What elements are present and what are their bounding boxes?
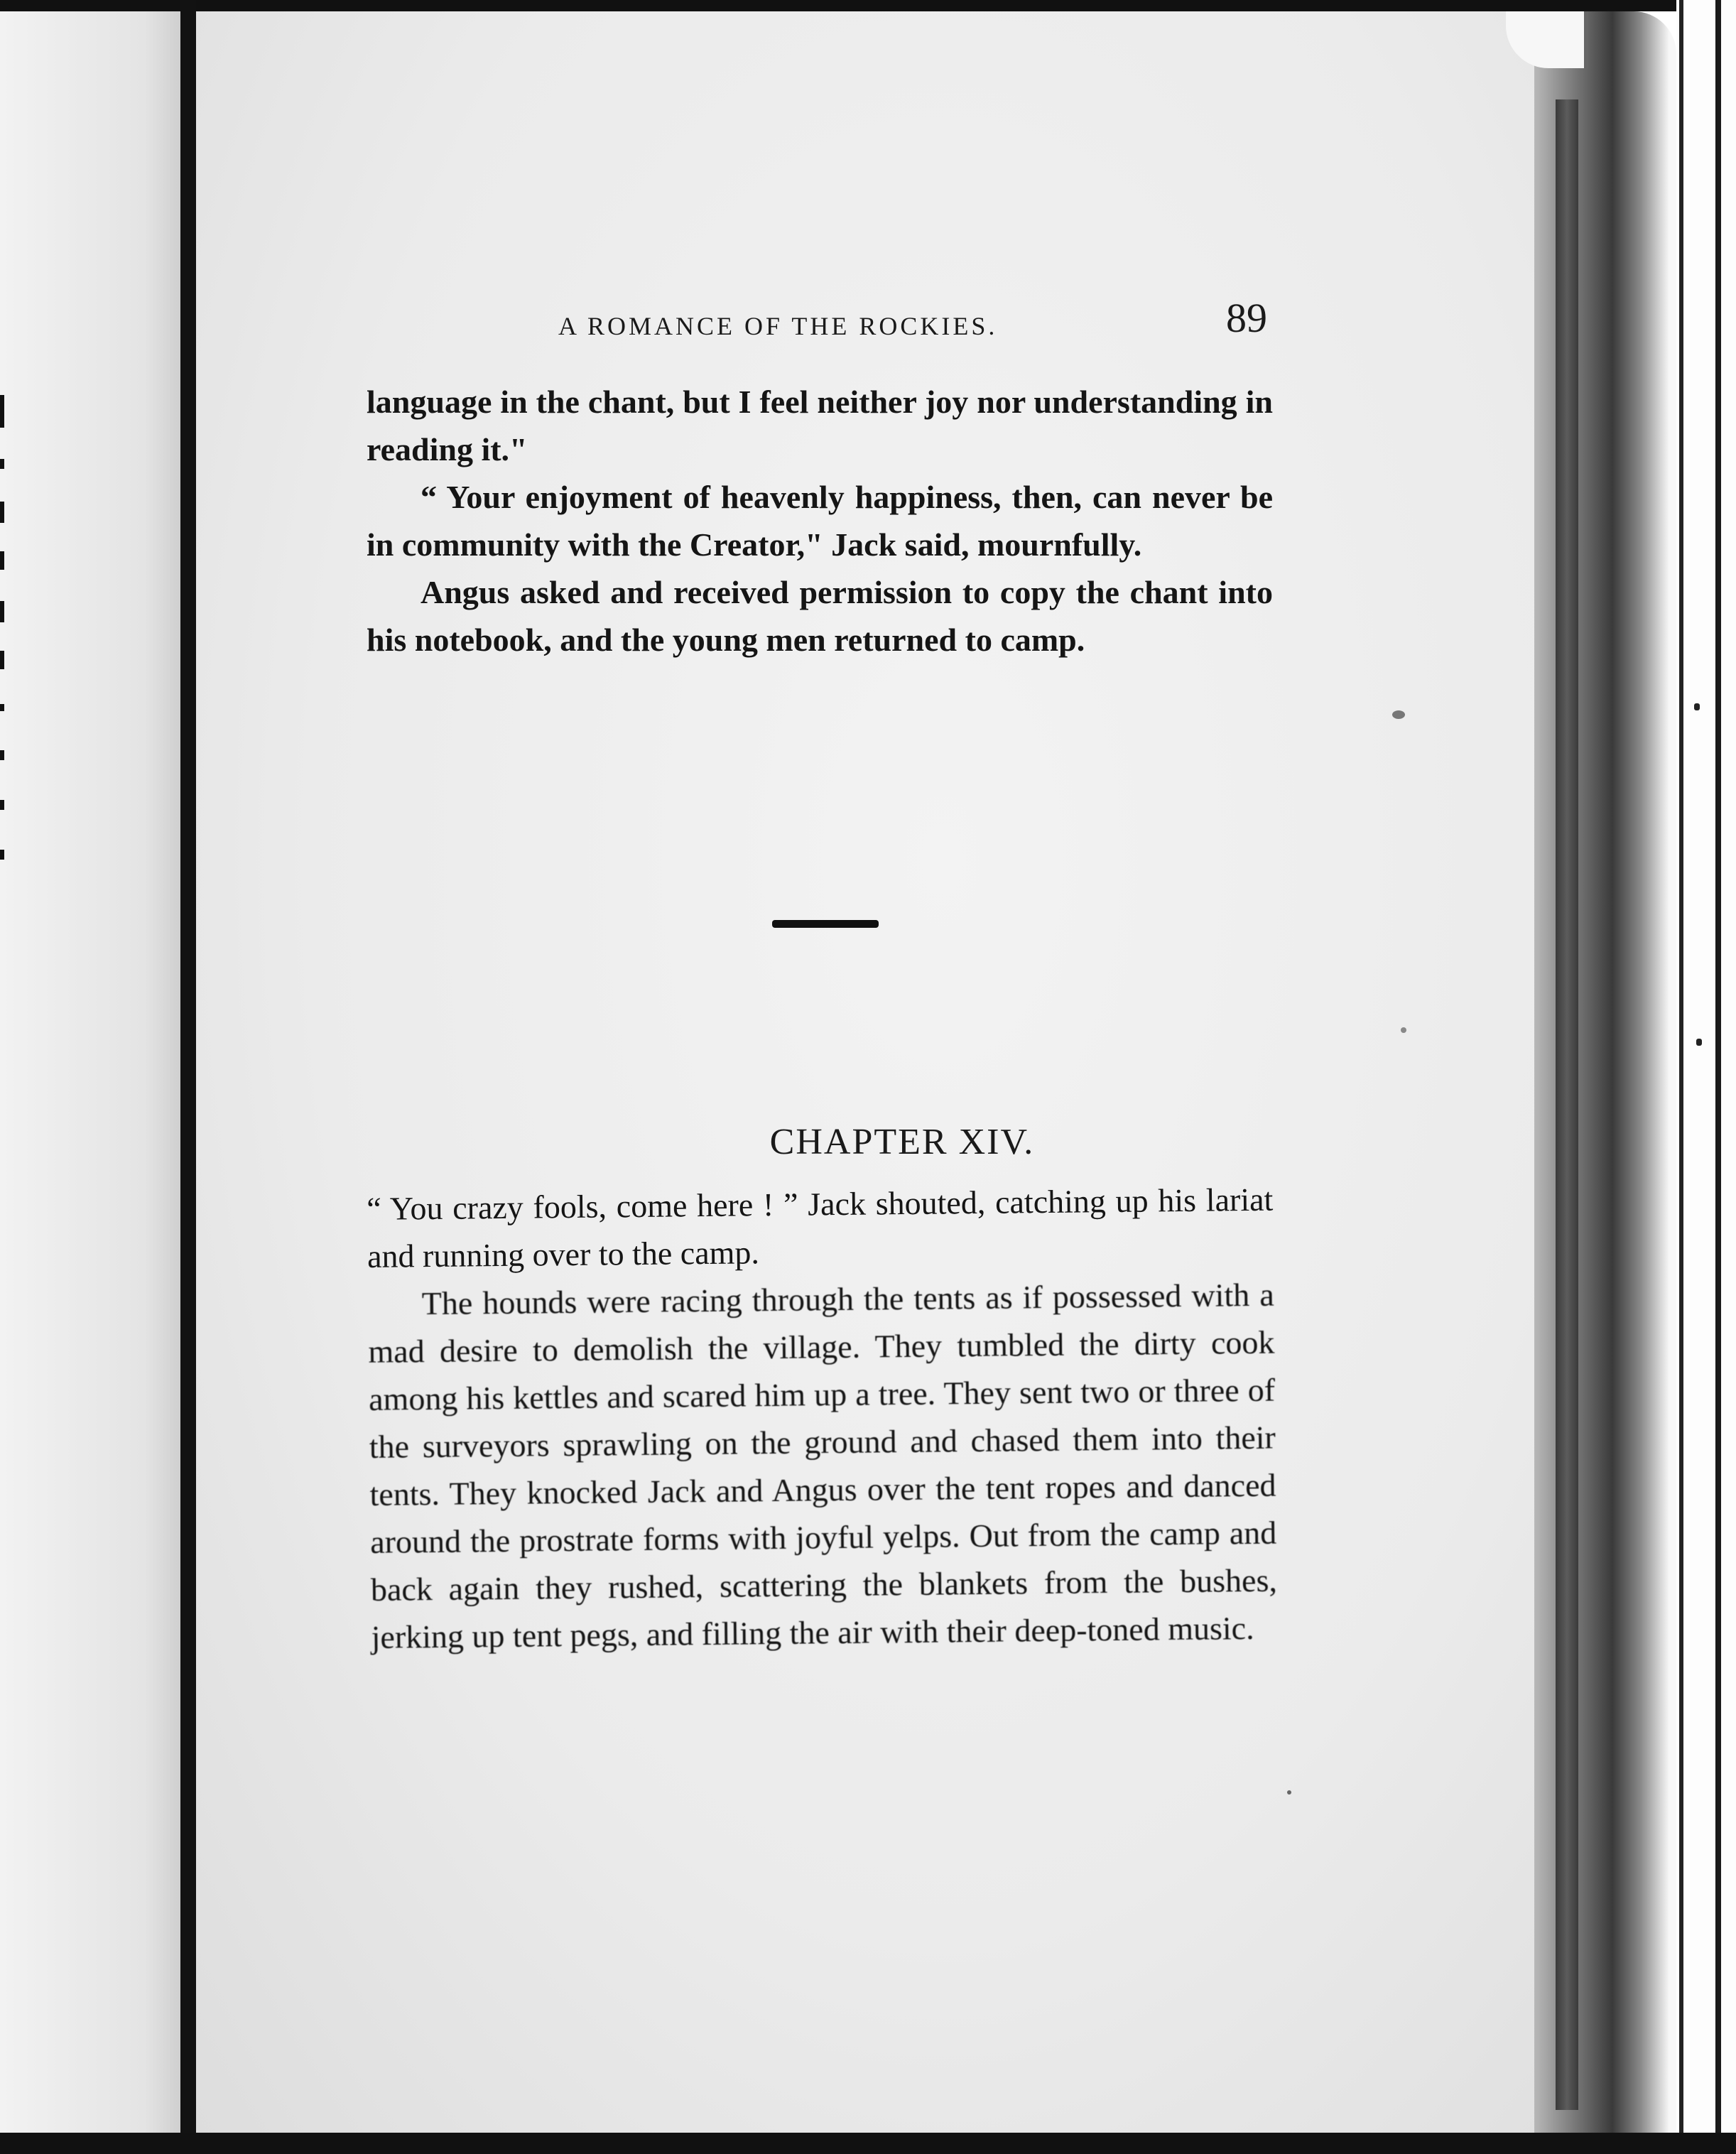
running-head: A ROMANCE OF THE ROCKIES. <box>558 312 998 340</box>
chapter-title: CHAPTER XIV. <box>769 1122 1035 1162</box>
prev-page-mark <box>0 704 4 711</box>
scan-margin-right <box>1676 0 1736 2154</box>
prev-page-mark <box>0 800 4 810</box>
scan-speck <box>1694 703 1700 710</box>
scan-border-bottom <box>0 2133 1736 2154</box>
chapter-heading <box>0 1121 1736 1163</box>
prev-page-mark <box>0 601 4 622</box>
section-divider-rule <box>772 920 879 928</box>
prev-page-mark <box>0 651 4 669</box>
page-stack-edge <box>1556 99 1578 2110</box>
scan-speck <box>1696 1039 1702 1046</box>
previous-page-edge <box>0 11 180 2133</box>
paragraph: “ You crazy fools, come here ! ” Jack shouted, catching up his lariat and running over to the camp. <box>367 1181 1274 1274</box>
paragraph: Angus asked and received permission to copy the chant into his notebook, and the young men returned to camp. <box>367 574 1273 658</box>
prev-page-mark <box>0 551 4 570</box>
prev-page-mark <box>0 750 4 760</box>
chapter-text <box>367 1176 1278 1661</box>
page-speck <box>1287 1790 1291 1795</box>
book-gutter <box>180 0 196 2154</box>
page-number: 89 <box>1226 295 1267 341</box>
prev-page-mark <box>0 395 4 428</box>
paragraph: language in the chant, but I feel neither joy nor understanding in reading it." <box>367 384 1273 467</box>
page-speck <box>1392 710 1405 719</box>
paragraph: The hounds were racing through the tents as if possessed with a mad desire to demolish the village. They tumbled the dirty cook among his kettles and scared him up a tree. They sent two or three of the surveyors sprawling on the ground and chased them into their tents. They knocked Jack and Angus over the tent ropes and danced around the prostrate forms with joyful yelps. Out from the camp and back again they rushed, scattering the blankets from the bushes, jerking up tent pegs, and filling the air with their deep-toned music. <box>368 1276 1278 1655</box>
prev-page-mark <box>0 502 4 523</box>
scan-rule <box>1679 0 1683 2154</box>
prev-page-mark <box>0 459 4 469</box>
section-one-text <box>367 378 1273 664</box>
scan-border-top <box>0 0 1736 11</box>
page-speck <box>1401 1027 1406 1033</box>
paragraph: “ Your enjoyment of heavenly happiness, then, can never be in community with the Creator," Jack said, mournfully. <box>367 479 1273 563</box>
scan-rule <box>1715 0 1721 2154</box>
prev-page-mark <box>0 850 4 860</box>
